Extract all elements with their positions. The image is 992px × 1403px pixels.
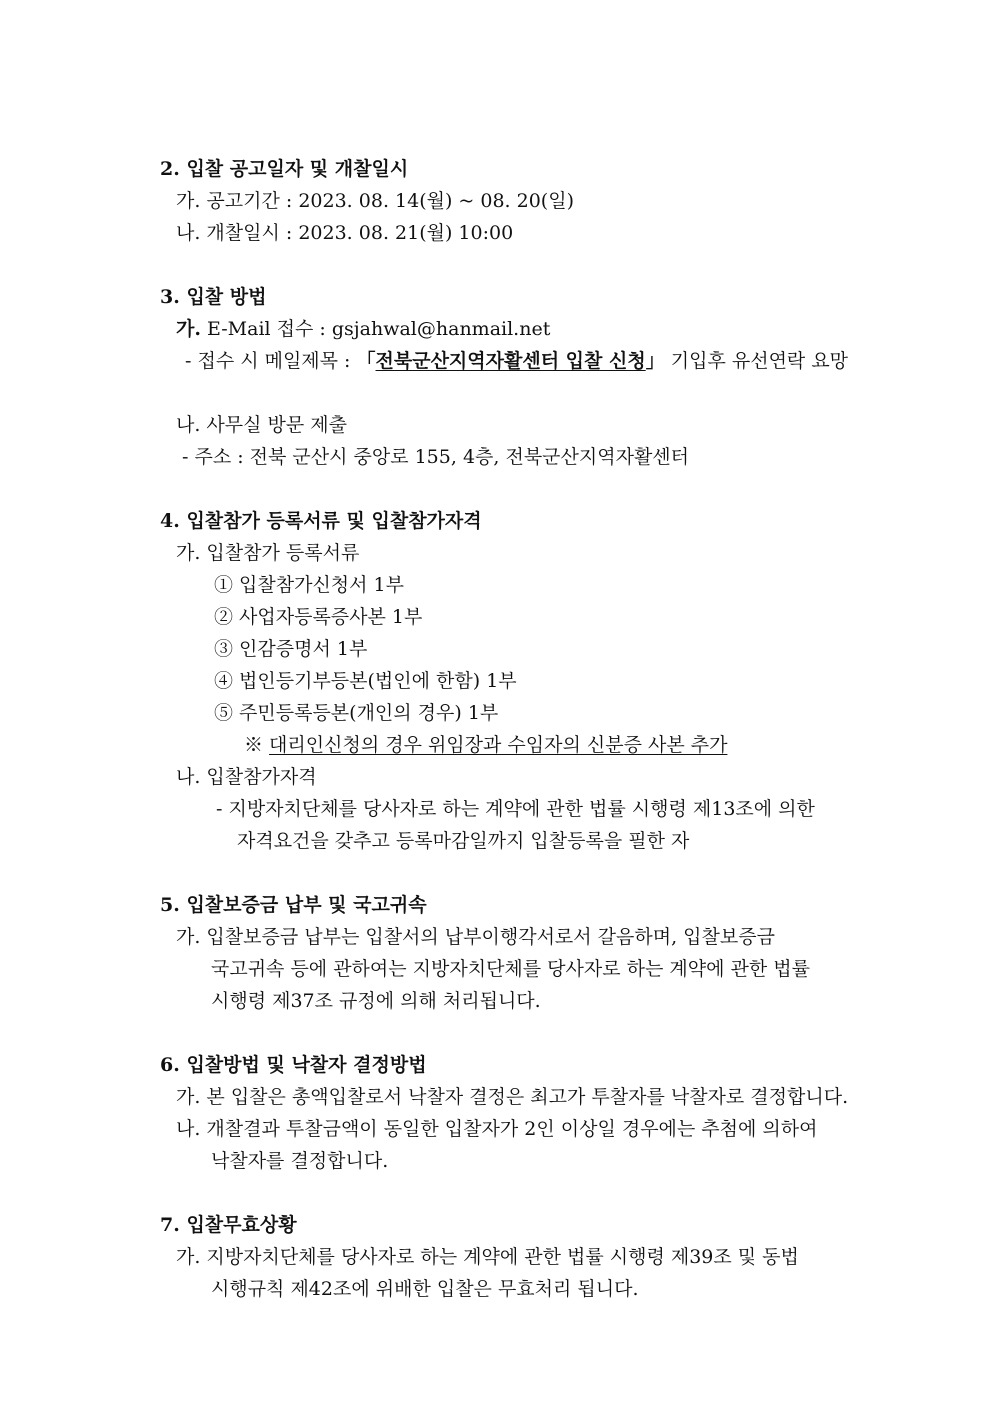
section-3-title: 3. 입찰 방법 xyxy=(160,286,267,308)
s4-doc-item: ③ 인감증명서 1부 xyxy=(214,638,368,660)
s4-item-b: 나. 입찰참가자격 xyxy=(176,766,317,788)
s3-sub-pre: - 접수 시 메일제목 : xyxy=(185,350,357,372)
s4-doc-item: ② 사업자등록증사본 1부 xyxy=(214,606,423,628)
s3-sub-close: 」 xyxy=(645,350,665,372)
s4-doc-item: ④ 법인등기부등본(법인에 한함) 1부 xyxy=(214,670,517,692)
note-mark: ※ xyxy=(244,734,270,756)
s5-item-a-line1: 가. 입찰보증금 납부는 입찰서의 납부이행각서로서 갈음하며, 입찰보증금 xyxy=(176,926,775,948)
s3-item-a-text: E-Mail 접수 : gsjahwal@hanmail.net xyxy=(207,318,551,340)
note-text: 대리인신청의 경우 위임장과 수임자의 신분증 사본 추가 xyxy=(269,734,728,756)
section-5-title: 5. 입찰보증금 납부 및 국고귀속 xyxy=(160,894,427,916)
s6-item-a: 가. 본 입찰은 총액입찰로서 낙찰자 결정은 최고가 투찰자를 낙찰자로 결정합니다. xyxy=(176,1086,849,1108)
s5-item-a-line2: 국고귀속 등에 관하여는 지방자치단체를 당사자로 하는 계약에 관한 법률 xyxy=(211,958,810,980)
s4-item-a: 가. 입찰참가 등록서류 xyxy=(176,542,360,564)
s3-item-a-prefix: 가. xyxy=(176,318,201,340)
section-7-title: 7. 입찰무효상황 xyxy=(160,1214,297,1236)
s4-item-b-sub2: 자격요건을 갖추고 등록마감일까지 입찰등록을 필한 자 xyxy=(237,830,690,852)
s4-item-b-sub1: - 지방자치단체를 당사자로 하는 계약에 관한 법률 시행령 제13조에 의한 xyxy=(216,798,815,820)
s3-sub-open: 「 xyxy=(356,350,376,372)
s3-item-a-sub xyxy=(185,349,848,373)
section-6-title: 6. 입찰방법 및 낙찰자 결정방법 xyxy=(160,1054,427,1076)
s3-item-b-sub: - 주소 : 전북 군산시 중앙로 155, 4층, 전북군산지역자활센터 xyxy=(182,446,690,468)
s4-note xyxy=(244,733,727,757)
s4-doc-item: ⑤ 주민등록등본(개인의 경우) 1부 xyxy=(214,702,499,724)
s3-sub-bold: 전북군산지역자활센터 입찰 신청 xyxy=(375,350,646,372)
s7-item-a-line2: 시행규칙 제42조에 위배한 입찰은 무효처리 됩니다. xyxy=(211,1278,639,1300)
s6-item-b-line2: 낙찰자를 결정합니다. xyxy=(211,1150,389,1172)
s3-item-a xyxy=(176,317,550,341)
s7-item-a-line1: 가. 지방자치단체를 당사자로 하는 계약에 관한 법률 시행령 제39조 및 동법 xyxy=(176,1246,799,1268)
section-4-title: 4. 입찰참가 등록서류 및 입찰참가자격 xyxy=(160,510,482,532)
s6-item-b-line1: 나. 개찰결과 투찰금액이 동일한 입찰자가 2인 이상일 경우에는 추첨에 의하여 xyxy=(176,1118,818,1140)
s3-item-b: 나. 사무실 방문 제출 xyxy=(176,414,347,436)
s5-item-a-line3: 시행령 제37조 규정에 의해 처리됩니다. xyxy=(211,990,541,1012)
s4-doc-item: ① 입찰참가신청서 1부 xyxy=(214,574,404,596)
s3-sub-post: 기입후 유선연락 요망 xyxy=(664,350,849,372)
s2-item-a: 가. 공고기간 : 2023. 08. 14(월) ~ 08. 20(일) xyxy=(176,190,574,212)
s2-item-b: 나. 개찰일시 : 2023. 08. 21(월) 10:00 xyxy=(176,222,514,244)
section-2-title: 2. 입찰 공고일자 및 개찰일시 xyxy=(160,158,409,180)
